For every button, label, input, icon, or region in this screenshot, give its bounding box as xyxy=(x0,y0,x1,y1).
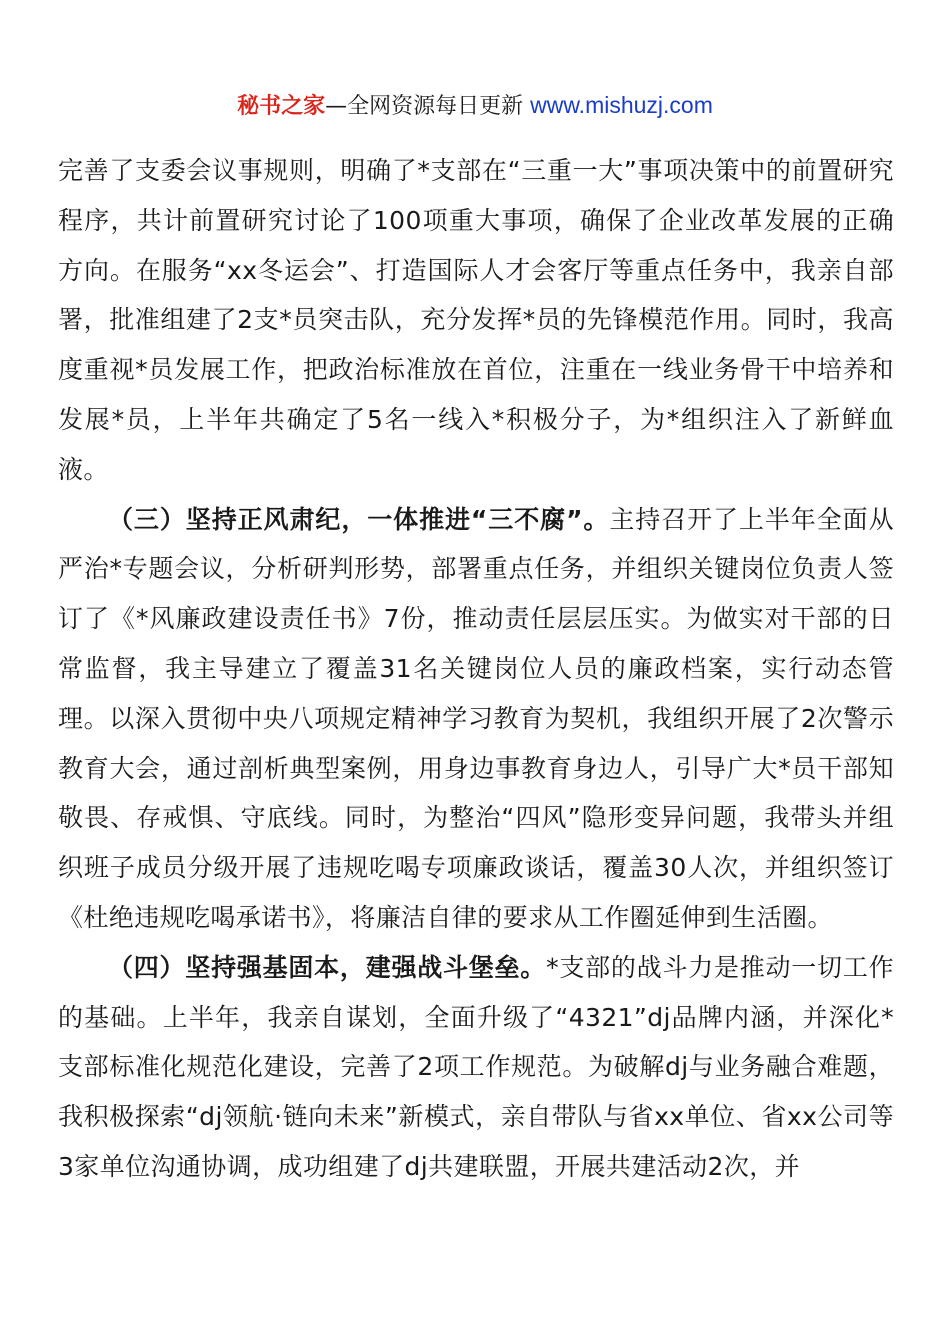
paragraph-text: *支部的战斗力是推动一切工作的基础。上半年，我亲自谋划，全面升级了“4321”dj品牌内涵，并深化*支部标准化规范化建设，完善了2项工作规范。为破解dj与业务融合难题，我积极探索“dj领航·链向未来”新模式，亲自带队与省xx单位、省xx公司等3家单位沟通协调，成功组建了dj共建联盟，开展共建活动2次，并 xyxy=(58,952,894,1181)
section-4-heading: （四）坚持强基固本，建强战斗堡垒。 xyxy=(108,952,547,982)
site-brand: 秘书之家 xyxy=(237,94,326,119)
paragraph-section-3 xyxy=(58,495,894,943)
site-header xyxy=(0,88,950,124)
site-url-link[interactable]: www.mishuzj.com xyxy=(530,92,713,118)
paragraph-continued xyxy=(58,146,894,495)
paragraph-section-4 xyxy=(58,943,894,1192)
document-body xyxy=(58,146,894,1192)
header-dash: — xyxy=(325,94,348,119)
paragraph-text: 完善了支委会议事规则，明确了*支部在“三重一大”事项决策中的前置研究程序，共计前置研究讨论了100项重大事项，确保了企业改革发展的正确方向。在服务“xx冬运会”、打造国际人才会客厅等重点任务中，我亲自部署，批准组建了2支*员突击队，充分发挥*员的先锋模范作用。同时，我高度重视*员发展工作，把政治标准放在首位，注重在一线业务骨干中培养和发展*员，上半年共确定了5名一线入*积极分子，为*组织注入了新鲜血液。 xyxy=(58,156,894,484)
site-tagline: 全网资源每日更新 xyxy=(347,94,531,119)
paragraph-text: 主持召开了上半年全面从严治*专题会议，分析研判形势，部署重点任务，并组织关键岗位负责人签订了《*风廉政建设责任书》7份，推动责任层层压实。为做实对干部的日常监督，我主导建立了覆盖31名关键岗位人员的廉政档案，实行动态管理。以深入贯彻中央八项规定精神学习教育为契机，我组织开展了2次警示教育大会，通过剖析典型案例，用身边事教育身边人，引导广大*员干部知敬畏、存戒惧、守底线。同时，为整治“四风”隐形变异问题，我带头并组织班子成员分级开展了违规吃喝专项廉政谈话，覆盖30人次，并组织签订《杜绝违规吃喝承诺书》，将廉洁自律的要求从工作圈延伸到生活圈。 xyxy=(58,504,894,932)
section-3-heading: （三）坚持正风肃纪，一体推进“三不腐”。 xyxy=(108,504,610,534)
